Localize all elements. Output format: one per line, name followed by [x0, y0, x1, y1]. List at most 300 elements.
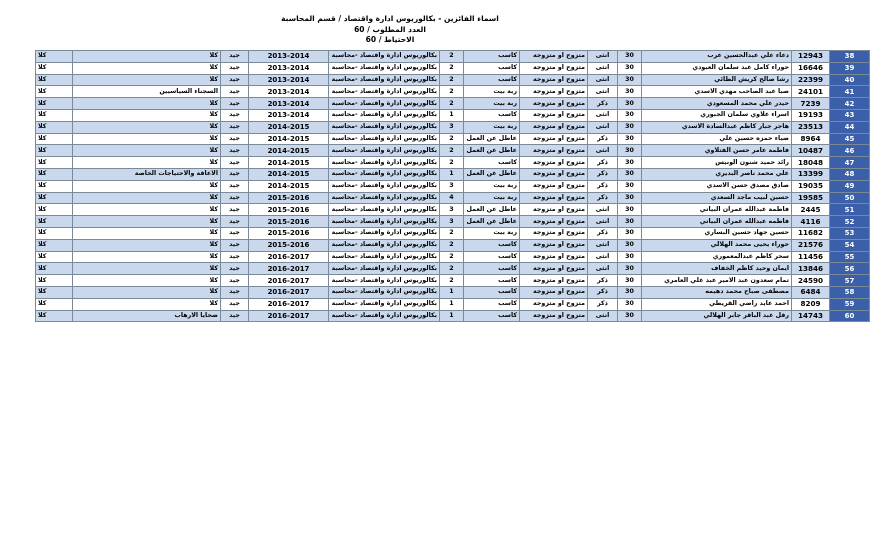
cell-grade: جيد — [221, 51, 249, 63]
cell-points: 1 — [440, 286, 464, 298]
cell-note1: كلا — [73, 98, 221, 110]
winners-table-container — [35, 50, 855, 322]
cell-gender: انثى — [588, 251, 618, 263]
cell-grade: جيد — [221, 86, 249, 98]
cell-gender: ذكر — [588, 98, 618, 110]
cell-job: عاطل عن العمل — [464, 133, 520, 145]
cell-points: 2 — [440, 51, 464, 63]
cell-marital: متزوج او متزوجة — [520, 204, 588, 216]
cell-grade: جيد — [221, 227, 249, 239]
cell-marital: متزوج او متزوجة — [520, 86, 588, 98]
cell-name: ايمان وحيد كاظم الخفاف — [642, 263, 792, 275]
cell-grade: جيد — [221, 74, 249, 86]
cell-name: حوراء يحيى محمد الهلالي — [642, 239, 792, 251]
cell-degree: بكالوريوس ادارة واقتصاد -محاسبة — [329, 74, 440, 86]
cell-marital: متزوج او متزوجة — [520, 109, 588, 121]
cell-note1: كلا — [73, 298, 221, 310]
cell-job: كاسب — [464, 239, 520, 251]
cell-age: 30 — [618, 145, 642, 157]
cell-note1: كلا — [73, 227, 221, 239]
cell-points: 2 — [440, 227, 464, 239]
cell-id: 22399 — [792, 74, 830, 86]
cell-degree: بكالوريوس ادارة واقتصاد -محاسبة — [329, 62, 440, 74]
cell-age: 30 — [618, 157, 642, 169]
cell-note1: كلا — [73, 74, 221, 86]
cell-points: 2 — [440, 98, 464, 110]
cell-job: ربة بيت — [464, 227, 520, 239]
cell-note2: كلا — [36, 109, 73, 121]
cell-marital: متزوج او متزوجة — [520, 145, 588, 157]
cell-marital: متزوج او متزوجة — [520, 157, 588, 169]
reserve-count: الاحتياط / 60 — [365, 35, 415, 44]
cell-grade: جيد — [221, 62, 249, 74]
cell-name: فاطمه عبدالله عمران البياتي — [642, 216, 792, 228]
cell-age: 30 — [618, 121, 642, 133]
cell-note1: كلا — [73, 109, 221, 121]
cell-gender: انثى — [588, 239, 618, 251]
cell-job: عاطل عن العمل — [464, 216, 520, 228]
cell-name: مصطفى صباح محمد دهيمه — [642, 286, 792, 298]
cell-job: كاسب — [464, 157, 520, 169]
cell-name: ضياء حمزه حسين علي — [642, 133, 792, 145]
cell-note2: كلا — [36, 51, 73, 63]
table-row — [36, 74, 870, 86]
cell-grade: جيد — [221, 204, 249, 216]
cell-degree: بكالوريوس ادارة واقتصاد -محاسبة — [329, 98, 440, 110]
cell-years: 2016-2017 — [249, 298, 329, 310]
cell-gender: انثى — [588, 216, 618, 228]
cell-job: كاسب — [464, 251, 520, 263]
cell-note1: الاعاقة والاحتياجات الخاصة — [73, 168, 221, 180]
cell-marital: متزوج او متزوجة — [520, 227, 588, 239]
cell-gender: ذكر — [588, 227, 618, 239]
cell-name: صادق مصدق حسن الاسدي — [642, 180, 792, 192]
table-row — [36, 168, 870, 180]
cell-years: 2015-2016 — [249, 204, 329, 216]
cell-id: 2445 — [792, 204, 830, 216]
cell-marital: متزوج او متزوجة — [520, 286, 588, 298]
cell-note2: كلا — [36, 121, 73, 133]
cell-n: 60 — [830, 310, 870, 322]
cell-job: عاطل عن العمل — [464, 204, 520, 216]
table-row — [36, 109, 870, 121]
cell-id: 19035 — [792, 180, 830, 192]
cell-grade: جيد — [221, 157, 249, 169]
cell-grade: جيد — [221, 275, 249, 287]
cell-grade: جيد — [221, 216, 249, 228]
cell-age: 30 — [618, 298, 642, 310]
cell-marital: متزوج او متزوجة — [520, 98, 588, 110]
cell-id: 19193 — [792, 109, 830, 121]
winners-table — [35, 50, 870, 322]
cell-age: 30 — [618, 263, 642, 275]
cell-degree: بكالوريوس ادارة واقتصاد -محاسبة — [329, 86, 440, 98]
cell-age: 30 — [618, 133, 642, 145]
cell-years: 2014-2015 — [249, 133, 329, 145]
cell-note1: كلا — [73, 192, 221, 204]
cell-id: 21576 — [792, 239, 830, 251]
table-row — [36, 227, 870, 239]
cell-note2: كلا — [36, 133, 73, 145]
table-row — [36, 86, 870, 98]
cell-age: 30 — [618, 286, 642, 298]
cell-gender: ذكر — [588, 286, 618, 298]
cell-age: 30 — [618, 180, 642, 192]
cell-age: 30 — [618, 192, 642, 204]
cell-years: 2013-2014 — [249, 98, 329, 110]
cell-years: 2016-2017 — [249, 275, 329, 287]
cell-note2: كلا — [36, 98, 73, 110]
cell-name: دعاء علي عبدالحسين عرب — [642, 51, 792, 63]
cell-job: عاطل عن العمل — [464, 168, 520, 180]
cell-degree: بكالوريوس ادارة واقتصاد -محاسبة — [329, 51, 440, 63]
cell-n: 45 — [830, 133, 870, 145]
cell-n: 40 — [830, 74, 870, 86]
cell-degree: بكالوريوس ادارة واقتصاد -محاسبة — [329, 133, 440, 145]
cell-note2: كلا — [36, 157, 73, 169]
cell-years: 2013-2014 — [249, 86, 329, 98]
cell-marital: متزوج او متزوجة — [520, 192, 588, 204]
cell-n: 54 — [830, 239, 870, 251]
cell-years: 2013-2014 — [249, 74, 329, 86]
cell-points: 3 — [440, 216, 464, 228]
cell-degree: بكالوريوس ادارة واقتصاد -محاسبة — [329, 263, 440, 275]
table-row — [36, 133, 870, 145]
cell-name: تمام سعدون عبد الامير عبد علي العامري — [642, 275, 792, 287]
cell-gender: ذكر — [588, 133, 618, 145]
cell-years: 2015-2016 — [249, 227, 329, 239]
cell-n: 57 — [830, 275, 870, 287]
cell-n: 53 — [830, 227, 870, 239]
table-row — [36, 275, 870, 287]
cell-gender: ذكر — [588, 180, 618, 192]
cell-gender: ذكر — [588, 192, 618, 204]
cell-note1: كلا — [73, 263, 221, 275]
cell-years: 2013-2014 — [249, 51, 329, 63]
table-row — [36, 62, 870, 74]
table-row — [36, 192, 870, 204]
cell-degree: بكالوريوس ادارة واقتصاد -محاسبة — [329, 192, 440, 204]
cell-degree: بكالوريوس ادارة واقتصاد -محاسبة — [329, 180, 440, 192]
cell-note1: كلا — [73, 286, 221, 298]
cell-name: فاطمة عبدالله عمران البياتي — [642, 204, 792, 216]
cell-grade: جيد — [221, 263, 249, 275]
cell-job: كاسب — [464, 286, 520, 298]
cell-gender: انثى — [588, 86, 618, 98]
cell-years: 2015-2016 — [249, 192, 329, 204]
cell-note1: كلا — [73, 121, 221, 133]
cell-years: 2014-2015 — [249, 168, 329, 180]
table-row — [36, 310, 870, 322]
cell-years: 2016-2017 — [249, 251, 329, 263]
cell-name: حوراء كامل عبد سلمان العبودي — [642, 62, 792, 74]
cell-note1: كلا — [73, 51, 221, 63]
cell-name: رائد حميد شنون الونيس — [642, 157, 792, 169]
cell-id: 19585 — [792, 192, 830, 204]
cell-name: هاجر جبار كاظم عبدالسادة الاسدي — [642, 121, 792, 133]
cell-id: 23513 — [792, 121, 830, 133]
cell-name: اسراء علاوي سلمان الجبوري — [642, 109, 792, 121]
cell-age: 30 — [618, 74, 642, 86]
cell-years: 2014-2015 — [249, 121, 329, 133]
cell-job: كاسب — [464, 263, 520, 275]
cell-note2: كلا — [36, 298, 73, 310]
cell-marital: متزوج او متزوجة — [520, 239, 588, 251]
cell-marital: متزوج او متزوجة — [520, 74, 588, 86]
cell-note1: كلا — [73, 216, 221, 228]
cell-grade: جيد — [221, 298, 249, 310]
cell-name: رقل عبد الباقر جابر الهلالي — [642, 310, 792, 322]
cell-years: 2016-2017 — [249, 310, 329, 322]
cell-n: 51 — [830, 204, 870, 216]
cell-years: 2014-2015 — [249, 157, 329, 169]
cell-points: 1 — [440, 298, 464, 310]
cell-points: 1 — [440, 310, 464, 322]
cell-n: 52 — [830, 216, 870, 228]
cell-note1: كلا — [73, 157, 221, 169]
cell-grade: جيد — [221, 133, 249, 145]
cell-note1: كلا — [73, 62, 221, 74]
cell-job: كاسب — [464, 310, 520, 322]
cell-name: احمد عايد راضي القريطي — [642, 298, 792, 310]
cell-n: 38 — [830, 51, 870, 63]
cell-job: كاسب — [464, 109, 520, 121]
table-row — [36, 263, 870, 275]
cell-note1: كلا — [73, 204, 221, 216]
cell-points: 3 — [440, 121, 464, 133]
cell-n: 55 — [830, 251, 870, 263]
cell-grade: جيد — [221, 239, 249, 251]
cell-gender: ذكر — [588, 298, 618, 310]
cell-grade: جيد — [221, 310, 249, 322]
cell-grade: جيد — [221, 251, 249, 263]
cell-marital: متزوج او متزوجة — [520, 133, 588, 145]
cell-grade: جيد — [221, 286, 249, 298]
cell-job: ربة بيت — [464, 121, 520, 133]
cell-points: 2 — [440, 133, 464, 145]
cell-grade: جيد — [221, 121, 249, 133]
cell-note2: كلا — [36, 168, 73, 180]
cell-degree: بكالوريوس ادارة واقتصاد -محاسبة — [329, 109, 440, 121]
cell-marital: متزوج او متزوجة — [520, 251, 588, 263]
cell-years: 2013-2014 — [249, 109, 329, 121]
cell-note2: كلا — [36, 180, 73, 192]
cell-n: 44 — [830, 121, 870, 133]
cell-age: 30 — [618, 204, 642, 216]
cell-id: 16646 — [792, 62, 830, 74]
cell-marital: متزوج او متزوجة — [520, 51, 588, 63]
cell-age: 30 — [618, 275, 642, 287]
cell-id: 8964 — [792, 133, 830, 145]
cell-note2: كلا — [36, 227, 73, 239]
cell-id: 14743 — [792, 310, 830, 322]
cell-n: 49 — [830, 180, 870, 192]
cell-grade: جيد — [221, 109, 249, 121]
cell-name: رشا صالح كريش الطائي — [642, 74, 792, 86]
cell-points: 3 — [440, 204, 464, 216]
table-row — [36, 216, 870, 228]
cell-n: 56 — [830, 263, 870, 275]
cell-degree: بكالوريوس ادارة واقتصاد -محاسبة — [329, 145, 440, 157]
cell-grade: جيد — [221, 180, 249, 192]
cell-n: 50 — [830, 192, 870, 204]
cell-gender: انثى — [588, 145, 618, 157]
cell-points: 4 — [440, 192, 464, 204]
cell-note2: كلا — [36, 192, 73, 204]
cell-points: 2 — [440, 145, 464, 157]
table-row — [36, 51, 870, 63]
cell-job: كاسب — [464, 62, 520, 74]
table-row — [36, 251, 870, 263]
cell-gender: ذكر — [588, 275, 618, 287]
cell-note1: كلا — [73, 180, 221, 192]
cell-marital: متزوج او متزوجة — [520, 216, 588, 228]
cell-age: 30 — [618, 216, 642, 228]
cell-degree: بكالوريوس ادارة واقتصاد -محاسبة — [329, 157, 440, 169]
cell-id: 12943 — [792, 51, 830, 63]
cell-name: سحر كاظم عبدالمعموري — [642, 251, 792, 263]
cell-note2: كلا — [36, 62, 73, 74]
cell-age: 30 — [618, 86, 642, 98]
cell-grade: جيد — [221, 145, 249, 157]
cell-marital: متزوج او متزوجة — [520, 310, 588, 322]
table-row — [36, 298, 870, 310]
cell-age: 30 — [618, 51, 642, 63]
cell-job: كاسب — [464, 298, 520, 310]
table-row — [36, 145, 870, 157]
cell-name: فاطمة عامر حسن الفتلاوي — [642, 145, 792, 157]
cell-note2: كلا — [36, 286, 73, 298]
cell-age: 30 — [618, 168, 642, 180]
cell-note2: كلا — [36, 145, 73, 157]
cell-note1: كلا — [73, 275, 221, 287]
cell-job: ربة بيت — [464, 86, 520, 98]
cell-marital: متزوج او متزوجة — [520, 180, 588, 192]
cell-marital: متزوج او متزوجة — [520, 298, 588, 310]
table-row — [36, 98, 870, 110]
cell-years: 2014-2015 — [249, 145, 329, 157]
cell-name: حسين جهاد حسين البساري — [642, 227, 792, 239]
cell-degree: بكالوريوس ادارة واقتصاد -محاسبة — [329, 275, 440, 287]
cell-note2: كلا — [36, 310, 73, 322]
cell-job: كاسب — [464, 275, 520, 287]
cell-age: 30 — [618, 310, 642, 322]
cell-job: كاسب — [464, 74, 520, 86]
cell-n: 43 — [830, 109, 870, 121]
cell-id: 4116 — [792, 216, 830, 228]
cell-n: 41 — [830, 86, 870, 98]
cell-degree: بكالوريوس ادارة واقتصاد -محاسبة — [329, 298, 440, 310]
cell-note2: كلا — [36, 74, 73, 86]
cell-grade: جيد — [221, 98, 249, 110]
cell-job: ربة بيت — [464, 98, 520, 110]
cell-n: 47 — [830, 157, 870, 169]
cell-n: 58 — [830, 286, 870, 298]
cell-degree: بكالوريوس ادارة واقتصاد -محاسبة — [329, 227, 440, 239]
cell-gender: انثى — [588, 109, 618, 121]
cell-years: 2013-2014 — [249, 62, 329, 74]
cell-id: 8209 — [792, 298, 830, 310]
cell-gender: ذكر — [588, 168, 618, 180]
cell-marital: متزوج او متزوجة — [520, 121, 588, 133]
cell-id: 10487 — [792, 145, 830, 157]
cell-job: كاسب — [464, 51, 520, 63]
cell-gender: انثى — [588, 51, 618, 63]
cell-note1: كلا — [73, 251, 221, 263]
cell-note1: ضحايا الارهاب — [73, 310, 221, 322]
cell-id: 11682 — [792, 227, 830, 239]
cell-note1: كلا — [73, 145, 221, 157]
cell-note2: كلا — [36, 275, 73, 287]
cell-degree: بكالوريوس ادارة واقتصاد -محاسبة — [329, 286, 440, 298]
table-row — [36, 157, 870, 169]
cell-years: 2015-2016 — [249, 216, 329, 228]
cell-marital: متزوج او متزوجة — [520, 168, 588, 180]
table-row — [36, 121, 870, 133]
cell-name: حسين لبيب ماجد السعدي — [642, 192, 792, 204]
cell-grade: جيد — [221, 192, 249, 204]
cell-n: 46 — [830, 145, 870, 157]
cell-gender: انثى — [588, 62, 618, 74]
cell-name: صبا عبد الصاحب مهدي الاسدي — [642, 86, 792, 98]
page-title: اسماء الفائزين - بكالوريوس ادارة واقتصاد / قسم المحاسبة — [281, 14, 499, 23]
table-row — [36, 180, 870, 192]
cell-job: ربة بيت — [464, 192, 520, 204]
cell-job: ربة بيت — [464, 180, 520, 192]
cell-degree: بكالوريوس ادارة واقتصاد -محاسبة — [329, 121, 440, 133]
cell-id: 7239 — [792, 98, 830, 110]
required-count: العدد المطلوب / 60 — [354, 24, 426, 34]
cell-years: 2014-2015 — [249, 180, 329, 192]
cell-gender: انثى — [588, 74, 618, 86]
cell-marital: متزوج او متزوجة — [520, 263, 588, 275]
cell-n: 59 — [830, 298, 870, 310]
cell-note2: كلا — [36, 251, 73, 263]
cell-n: 42 — [830, 98, 870, 110]
cell-id: 6484 — [792, 286, 830, 298]
cell-age: 30 — [618, 62, 642, 74]
cell-age: 30 — [618, 239, 642, 251]
cell-name: حيدر علي محمد المسعودي — [642, 98, 792, 110]
cell-note2: كلا — [36, 239, 73, 251]
cell-points: 2 — [440, 275, 464, 287]
cell-n: 48 — [830, 168, 870, 180]
cell-points: 1 — [440, 168, 464, 180]
cell-degree: بكالوريوس ادارة واقتصاد -محاسبة — [329, 168, 440, 180]
cell-points: 2 — [440, 251, 464, 263]
cell-points: 2 — [440, 263, 464, 275]
cell-note2: كلا — [36, 204, 73, 216]
cell-gender: انثى — [588, 121, 618, 133]
cell-years: 2016-2017 — [249, 286, 329, 298]
cell-points: 1 — [440, 109, 464, 121]
cell-note1: كلا — [73, 239, 221, 251]
cell-points: 2 — [440, 74, 464, 86]
table-row — [36, 286, 870, 298]
page-header — [0, 14, 780, 46]
cell-age: 30 — [618, 227, 642, 239]
cell-degree: بكالوريوس ادارة واقتصاد -محاسبة — [329, 239, 440, 251]
cell-id: 24101 — [792, 86, 830, 98]
cell-points: 3 — [440, 180, 464, 192]
cell-note2: كلا — [36, 263, 73, 275]
cell-degree: بكالوريوس ادارة واقتصاد -محاسبة — [329, 251, 440, 263]
cell-points: 2 — [440, 239, 464, 251]
cell-years: 2016-2017 — [249, 263, 329, 275]
cell-points: 2 — [440, 157, 464, 169]
cell-points: 2 — [440, 62, 464, 74]
cell-years: 2015-2016 — [249, 239, 329, 251]
